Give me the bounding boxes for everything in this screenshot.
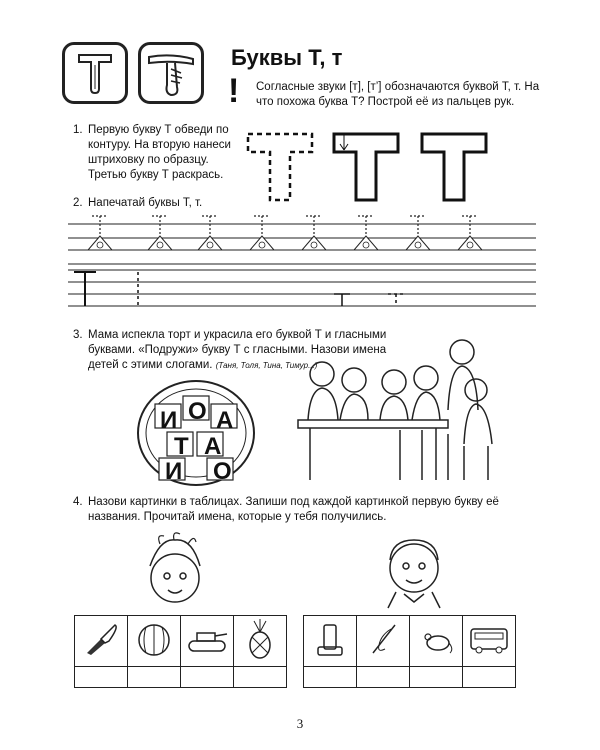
- writing-lines: [68, 210, 538, 320]
- cake-letter: О: [188, 398, 207, 425]
- cake-letter: Т: [174, 433, 189, 460]
- answer-cell[interactable]: [234, 667, 287, 688]
- page-number: 3: [296, 716, 304, 731]
- task-3-number: 3.: [73, 329, 83, 341]
- answer-cell[interactable]: [128, 667, 181, 688]
- task-1-text: Первую букву Т обведи по контуру. На вторую нанеси штриховку по образцу. Третью букву Т раскрась.: [88, 124, 231, 181]
- bus-icon: [467, 621, 511, 657]
- picture-cell: [234, 616, 287, 667]
- hatch-letter-t: [330, 130, 402, 205]
- picture-table-left: [74, 615, 287, 688]
- children-at-table-icon: [288, 334, 500, 484]
- needle-icon: [363, 619, 403, 659]
- task-3-text: Мама испекла торт и украсила его буквой Т и гласными буквами. «Подружи» букву Т с гласными. Назови имена детей с этими слогами.: [88, 329, 387, 371]
- picture-cell: [75, 616, 128, 667]
- answer-cell[interactable]: [304, 667, 357, 688]
- task-3-hint: (Таня, Толя, Тина, Тимур...): [215, 361, 318, 370]
- task-1-number: 1.: [73, 124, 83, 136]
- cake-letter: О: [213, 458, 232, 485]
- task-2: [73, 196, 388, 211]
- hammer-tile: [62, 42, 128, 104]
- cake-letter: И: [165, 458, 183, 485]
- boy-portrait-icon: [374, 530, 454, 610]
- task-4: [73, 495, 528, 525]
- hammer-icon: [65, 45, 125, 101]
- task-2-text: Напечатай буквы Т, т.: [88, 197, 203, 209]
- mouse-icon: [416, 619, 456, 659]
- picture-cell: [128, 616, 181, 667]
- answer-cell[interactable]: [181, 667, 234, 688]
- answer-cell[interactable]: [75, 667, 128, 688]
- pineapple-icon: [240, 617, 280, 661]
- phone-icon: [310, 619, 350, 659]
- exclamation-mark: !: [228, 72, 240, 110]
- picture-cell: [410, 616, 463, 667]
- picture-cell: [357, 616, 410, 667]
- picture-cell: [181, 616, 234, 667]
- cake-letter: И: [160, 407, 178, 434]
- knife-icon: [81, 619, 121, 659]
- cake-icon: [135, 378, 257, 488]
- dotted-letter-t: [244, 130, 316, 205]
- task-2-number: 2.: [73, 197, 83, 209]
- hand-sign-icon: [141, 45, 201, 101]
- hand-sign-tile: [138, 42, 204, 104]
- cake-letter: А: [216, 407, 234, 434]
- picture-table-right: [303, 615, 516, 688]
- task-4-number: 4.: [73, 496, 83, 508]
- color-letter-t: [418, 130, 490, 205]
- task-1: [73, 123, 248, 183]
- picture-cell: [463, 616, 516, 667]
- cake-letter: А: [204, 433, 222, 460]
- intro-text: Согласные звуки [т], [т’] обозначаются буквой Т, т. На что похожа буква Т? Построй её из пальцев рук.: [256, 81, 540, 108]
- answer-cell[interactable]: [357, 667, 410, 688]
- girl-portrait-icon: [130, 530, 220, 610]
- tank-icon: [185, 621, 229, 657]
- watermelon-icon: [134, 619, 174, 659]
- picture-cell: [304, 616, 357, 667]
- answer-cell[interactable]: [410, 667, 463, 688]
- task-4-text: Назови картинки в таблицах. Запиши под каждой картинкой первую букву её названия. Прочитай имена, которые у тебя получились.: [88, 496, 499, 523]
- answer-cell[interactable]: [463, 667, 516, 688]
- page-title: Буквы Т, т: [231, 45, 343, 70]
